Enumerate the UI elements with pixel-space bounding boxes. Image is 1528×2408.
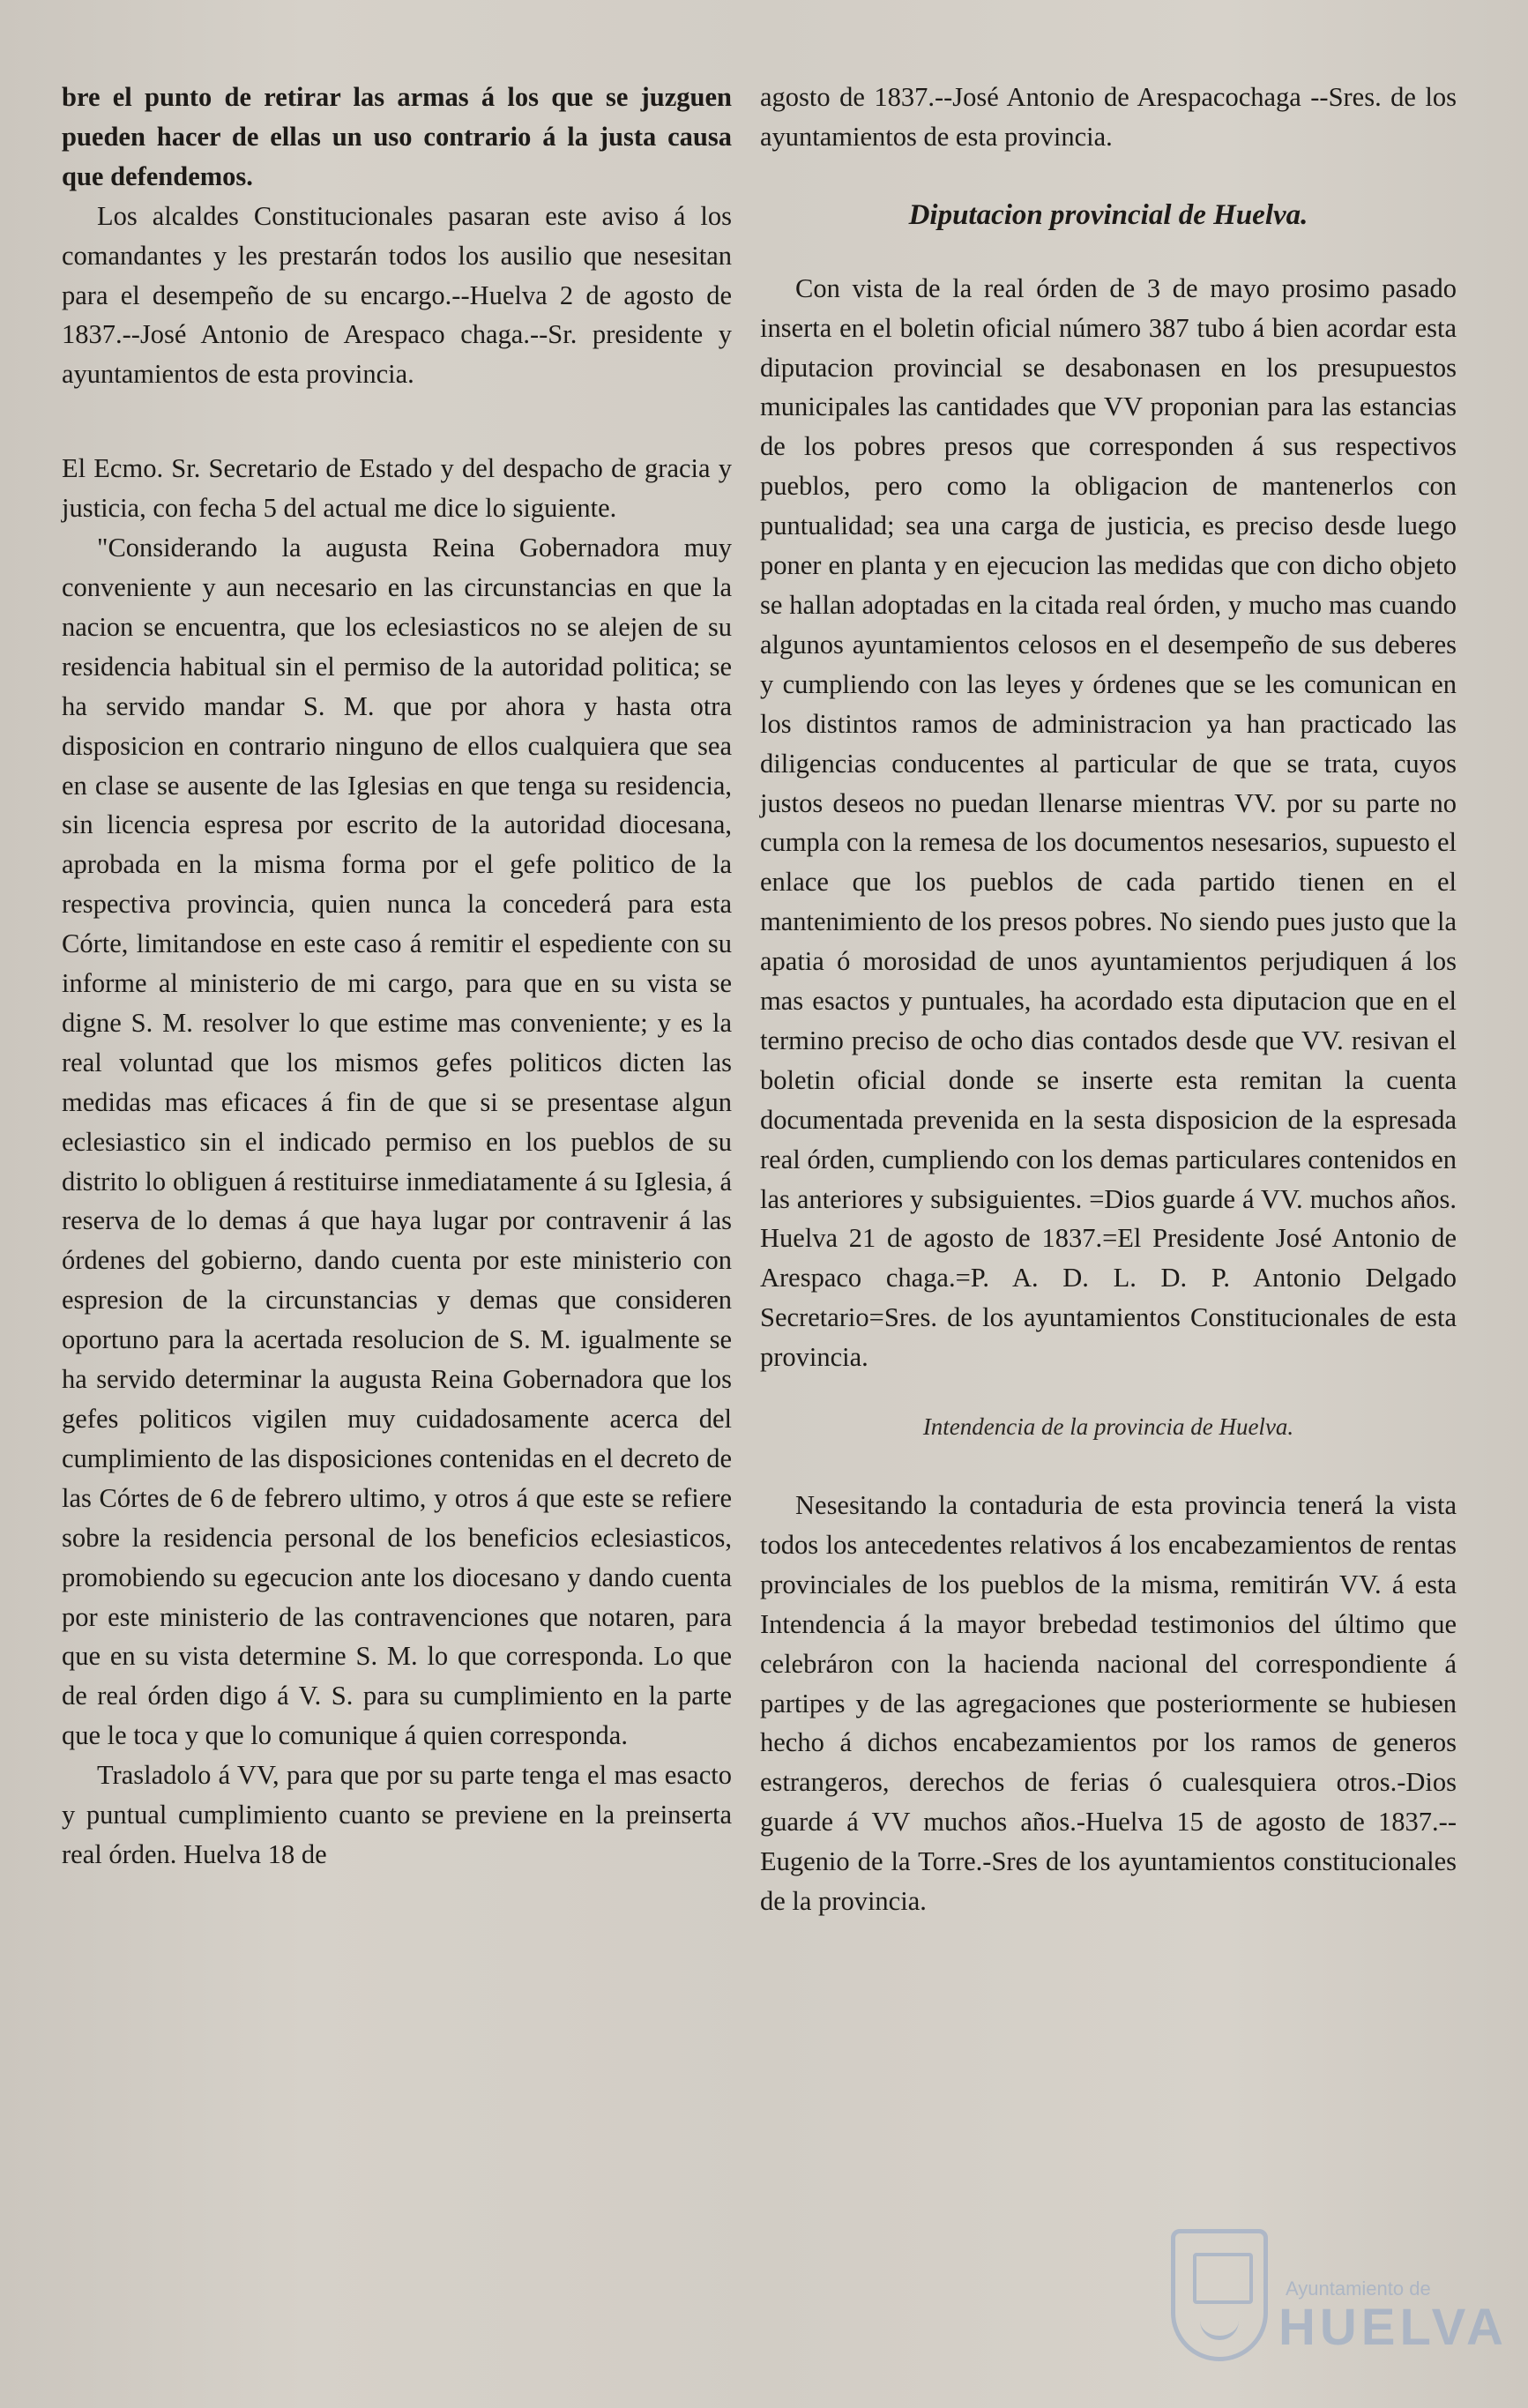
ayuntamiento-watermark [1162, 2229, 1508, 2379]
coat-of-arms-icon [1171, 2229, 1268, 2361]
section-heading-intendencia: Intendencia de la provincia de Huelva. [922, 1413, 1294, 1441]
paragraph-alcaldes-notice: Los alcaldes Constitucionales pasaran este aviso á los comandantes y les prestarán todos los ausilio que nesesitan para el desempeño de su encargo.--Huelva 2 de agosto de 1837.--José Antonio de Arespaco chaga.--Sr. presidente y ayuntamientos de esta provincia. [62, 200, 732, 390]
watermark-text-big: HUELVA [1278, 2299, 1508, 2356]
paragraph-royal-order-ecclesiastics: "Considerando la augusta Reina Gobernadora muy conveniente y aun necesario en las circunstancias en que la nacion se encuentra, que los eclesiasticos no se alejen de su residencia habitual sin el permiso de la autoridad politica; se ha servido mandar S. M. que por ahora y hasta otra disposicion en contrario ninguno de ellos cualquiera que sea en clase se ausente de las Iglesias en que tenga su residencia, sin licencia espresa por escrito de la autoridad diocesana, aprobada en la misma forma por el gefe politico de la respectiva provincia, quien nunca la concederá para esta Córte, limitandose en este caso á remitir el espediente con su informe al ministerio de mi cargo, para que en su vista se digne S. M. resolver lo que estime mas conveniente; y es la real voluntad que los mismos gefes politicos dicten las medidas mas eficaces á fin de que si se presentase algun eclesiastico sin el indicado permiso en los pueblos de su distrito lo obliguen á restituirse inmediatamente á su Iglesia, á reserva de lo demas á que haya lugar por contravenir á las órdenes del gobierno, dando cuenta por este ministerio con espresion de la circunstancias y demas que consideren oportuno para la acertada resolucion de S. M. igualmente se ha servido determinar la augusta Reina Gobernadora que los gefes politicos vigilen muy cuidadosamente acerca del cumplimiento de las disposiciones contenidas en el decreto de las Córtes de 6 de febrero ultimo, y otros á que este se refiere sobre la residencia personal de los beneficios eclesiasticos, promobiendo su egecucion ante los diocesano y dando cuenta por este ministerio de las contravenciones que notaren, para que en su vista determine S. M. lo que corresponda. Lo que de real órden digo á V. S. para su cumplimiento en la parte que le toca y que lo comunique á quien corresponda. [62, 533, 732, 1751]
paragraph-intendencia-encabezamientos: Nesesitando la contaduria de esta provincia tenerá la vista todos los antecedentes relativos á los encabezamientos de rentas provinciales de los pueblos de la misma, remitirán VV. á esta Intendencia á la mayor brebedad testimonios del último que celebráron con la hacienda nacional del correspondiente á partipes y de las agregaciones que posteriormente se hubiesen hecho á dichos encabezamientos por los ramos de generos estrangeros, derechos de ferias ó cualesquiera otros.-Dios guarde á VV muchos años.-Huelva 15 de agosto de 1837.-- Eugenio de la Torre.-Sres de los ayuntamientos constitucionales de la provincia. [760, 1490, 1457, 1917]
paragraph-trasladolo: Trasladolo á VV, para que por su parte tenga el mas esacto y puntual cumplimiento cuanto se previene en la preinserta real órden. Huelva 18 de [62, 1760, 732, 1869]
section-heading-diputacion: Diputacion provincial de Huelva. [908, 198, 1308, 231]
paragraph-signature-continued: agosto de 1837.--José Antonio de Arespacochaga --Sres. de los ayuntamientos de esta provincia. [760, 82, 1457, 152]
paragraph-diputacion-presos: Con vista de la real órden de 3 de mayo prosimo pasado inserta en el boletin oficial número 387 tubo á bien acordar esta diputacion provincial se desabonasen en los presupuestos municipales las cantidades que VV proponian para las estancias de los pobres presos que corresponden á sus respectivos pueblos, pero como la obligacion de mantenerlos con puntualidad; sea una carga de justicia, es preciso desde luego poner en planta y en ejecucion las medidas que con dicho objeto se hallan adoptadas en la citada real órden, y mucho mas cuando algunos ayuntamientos celosos en el desempeño de sus deberes y cumpliendo con las leyes y órdenes que se les comunican en los distintos ramos de administracion ya han practicado las diligencias conducentes al particular de que se trata, cuyos justos deseos no puedan llenarse mientras VV. por su parte no cumpla con la remesa de los documentos nesesarios, supuesto el enlace que los pueblos de cada partido tienen en el mantenimiento de los presos pobres. No siendo pues justo que la apatia ó morosidad de unos ayuntamientos perjudiquen á los mas esactos y puntuales, ha acordado esta diputacion que en el termino preciso de ocho dias contados desde que VV. resivan el boletin oficial donde se inserte esta remitan la cuenta documentada prevenida en la sesta disposicion de la espresada real órden, cumpliendo con los demas particulares contenidos en las anteriores y subsiguientes. =Dios guarde á VV. muchos años. Huelva 21 de agosto de 1837.=El Presidente José Antonio de Arespaco chaga.=P. A. D. L. D. P. Antonio Delgado Secretario=Sres. de los ayuntamientos Constitucionales de esta provincia. [760, 272, 1457, 1373]
watermark-text-small: Ayuntamiento de [1286, 2278, 1431, 2300]
left-column [62, 78, 732, 1875]
paragraph-secretario-intro: El Ecmo. Sr. Secretario de Estado y del despacho de gracia y justicia, con fecha 5 del actual me dice lo siguiente. [62, 453, 732, 524]
right-column [760, 78, 1457, 1921]
paragraph-arms-end: bre el punto de retirar las armas á los que se juzguen pueden hacer de ellas un uso contrario á la justa causa que defendemos. [62, 82, 732, 191]
